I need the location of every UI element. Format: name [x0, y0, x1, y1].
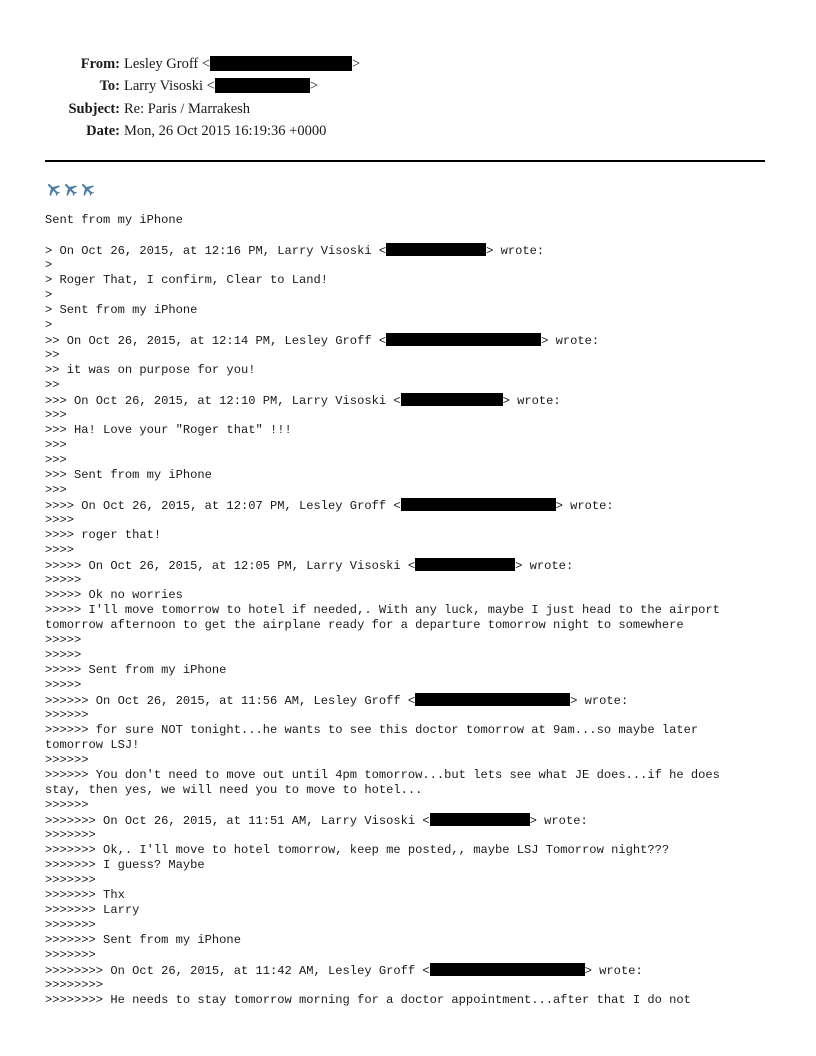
- from-close: >: [352, 56, 361, 72]
- quoted-line: >>>>>>> Larry: [45, 903, 140, 917]
- attribution-text: >> On Oct 26, 2015, at 12:14 PM, Lesley Groff <: [45, 334, 387, 348]
- quoted-line: >>>: [45, 408, 67, 422]
- redacted-email: [415, 693, 570, 706]
- redacted-email: [386, 243, 486, 256]
- attribution-text: >>> On Oct 26, 2015, at 12:10 PM, Larry Visoski <: [45, 394, 401, 408]
- signature-line: Sent from my iPhone: [45, 213, 183, 227]
- quoted-line: >>>>> Ok no worries: [45, 588, 183, 602]
- quoted-line: >>>>> Sent from my iPhone: [45, 663, 227, 677]
- quoted-line: >>: [45, 378, 60, 392]
- email-header: [0, 53, 816, 142]
- date-label: Date:: [86, 122, 120, 139]
- quote-attribution-line: [45, 963, 785, 978]
- from-row: [0, 53, 816, 75]
- attribution-suffix: > wrote:: [529, 814, 588, 828]
- redacted-email: [401, 393, 503, 406]
- attribution-suffix: > wrote:: [502, 394, 561, 408]
- quoted-line: >>>>>>>: [45, 948, 96, 962]
- quoted-line: >>>>>>>>: [45, 978, 104, 992]
- redacted-email: [215, 78, 310, 93]
- quote-attribution-line: [45, 558, 785, 573]
- attribution-text: >>>>>> On Oct 26, 2015, at 11:56 AM, Lesley Groff <: [45, 694, 416, 708]
- quoted-line: >>>>>>>: [45, 828, 96, 842]
- attribution-suffix: > wrote:: [515, 559, 574, 573]
- attribution-text: > On Oct 26, 2015, at 12:16 PM, Larry Visoski <: [45, 244, 387, 258]
- quoted-line: >>> Ha! Love your "Roger that" !!!: [45, 423, 292, 437]
- airplane-icon: [45, 180, 62, 198]
- redacted-email: [415, 558, 515, 571]
- quoted-line: >: [45, 318, 53, 332]
- quoted-line: >>>>>: [45, 648, 82, 662]
- to-label: To:: [99, 78, 120, 95]
- to-row: [0, 75, 816, 97]
- attribution-suffix: > wrote:: [486, 244, 545, 258]
- quoted-line: >>> Sent from my iPhone: [45, 468, 212, 482]
- attribution-text: >>>>>>> On Oct 26, 2015, at 11:51 AM, Larry Visoski <: [45, 814, 430, 828]
- redacted-email: [430, 963, 585, 976]
- quoted-line: >>>>>>> Thx: [45, 888, 125, 902]
- from-label: From:: [80, 56, 120, 72]
- redacted-email: [401, 498, 556, 511]
- quoted-line: >>: [45, 348, 60, 362]
- quoted-line: >>>>: [45, 513, 75, 527]
- quote-attribution-line: [45, 333, 785, 348]
- quoted-line: >>>: [45, 453, 67, 467]
- quote-attribution-line: [45, 243, 785, 258]
- quoted-line: >> it was on purpose for you!: [45, 363, 256, 377]
- to-value: Larry Visoski <: [124, 78, 215, 95]
- quoted-line: >>>: [45, 438, 67, 452]
- attribution-text: >>>>>>>> On Oct 26, 2015, at 11:42 AM, Lesley Groff <: [45, 964, 430, 978]
- quote-attribution-line: [45, 393, 785, 408]
- quote-attribution-line: [45, 498, 785, 513]
- from-value: Lesley Groff <: [124, 56, 211, 72]
- attribution-text: >>>> On Oct 26, 2015, at 12:07 PM, Lesley Groff <: [45, 499, 401, 513]
- to-close: >: [309, 78, 318, 95]
- attribution-suffix: > wrote:: [584, 964, 643, 978]
- quoted-line: >>>>>: [45, 633, 82, 647]
- quoted-line: >: [45, 288, 53, 302]
- quoted-line: stay, then yes, we will need you to move to hotel...: [45, 783, 423, 797]
- subject-value: Re: Paris / Marrakesh: [124, 100, 251, 117]
- quoted-line: >>>>>>: [45, 753, 89, 767]
- quote-attribution-line: [45, 693, 785, 708]
- quoted-line: >>>>>>: [45, 708, 89, 722]
- attribution-suffix: > wrote:: [555, 499, 614, 513]
- quoted-line: >>>>>>>> He needs to stay tomorrow morning for a doctor appointment...after that I do not: [45, 993, 691, 1007]
- quoted-line: >>>>>>>: [45, 873, 96, 887]
- attribution-suffix: > wrote:: [541, 334, 600, 348]
- attribution-text: >>>>> On Oct 26, 2015, at 12:05 PM, Larry Visoski <: [45, 559, 416, 573]
- quoted-line: >>>>: [45, 543, 75, 557]
- quoted-line: tomorrow LSJ!: [45, 738, 140, 752]
- quoted-line: > Roger That, I confirm, Clear to Land!: [45, 273, 329, 287]
- subject-row: [0, 98, 816, 120]
- subject-label: Subject:: [68, 100, 120, 117]
- email-body: [45, 213, 785, 1008]
- quoted-line: >>>>>: [45, 573, 82, 587]
- quoted-line: >>>> roger that!: [45, 528, 162, 542]
- quoted-line: >>>>>> You don't need to move out until 4pm tomorrow...but lets see what JE does...if he does: [45, 768, 720, 782]
- airplane-icon: [62, 180, 79, 198]
- attribution-suffix: > wrote:: [570, 694, 629, 708]
- quoted-line: >>>>> I'll move tomorrow to hotel if needed,. With any luck, maybe I just head to the airport: [45, 603, 720, 617]
- quoted-thread: [45, 243, 785, 1008]
- airplane-icon: [79, 180, 96, 198]
- redacted-email: [210, 56, 352, 71]
- quoted-line: tomorrow afternoon to get the airplane ready for a departure tomorrow night to somewhere: [45, 618, 684, 632]
- date-value: Mon, 26 Oct 2015 16:19:36 +0000: [124, 122, 327, 139]
- quoted-line: >>>>>> for sure NOT tonight...he wants to see this doctor tomorrow at 9am...so maybe later: [45, 723, 699, 737]
- quoted-line: >>>>>>: [45, 798, 89, 812]
- airplane-emoji-row: [45, 180, 96, 198]
- quoted-line: >>>>>>>: [45, 918, 96, 932]
- header-divider: [45, 160, 765, 162]
- date-row: [0, 120, 816, 142]
- redacted-email: [386, 333, 541, 346]
- quoted-line: >>>>>: [45, 678, 82, 692]
- quoted-line: > Sent from my iPhone: [45, 303, 198, 317]
- blank-line: [45, 228, 785, 243]
- quoted-line: >>>>>>> I guess? Maybe: [45, 858, 205, 872]
- redacted-email: [430, 813, 530, 826]
- quote-attribution-line: [45, 813, 785, 828]
- quoted-line: >: [45, 258, 53, 272]
- quoted-line: >>>>>>> Ok,. I'll move to hotel tomorrow, keep me posted,, maybe LSJ Tomorrow night???: [45, 843, 670, 857]
- quoted-line: >>>>>>> Sent from my iPhone: [45, 933, 241, 947]
- quoted-line: >>>: [45, 483, 67, 497]
